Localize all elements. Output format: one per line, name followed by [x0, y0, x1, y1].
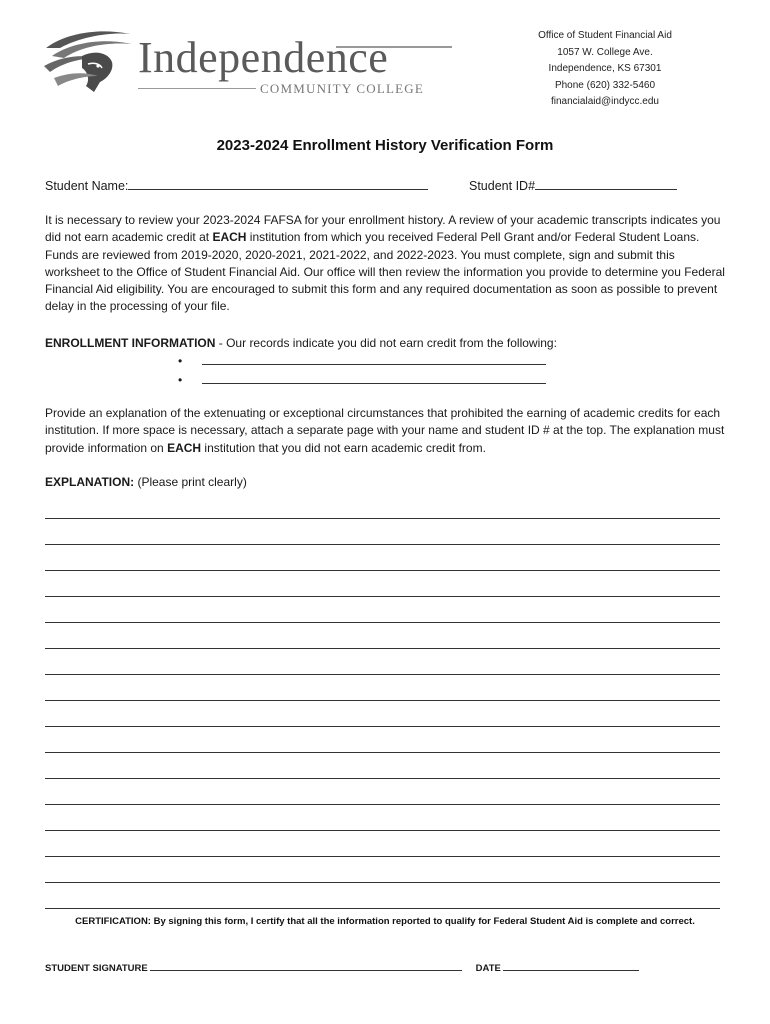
- explanation-line[interactable]: [45, 760, 720, 786]
- institution-blank[interactable]: [202, 353, 546, 365]
- office-name: Office of Student Financial Aid: [538, 30, 672, 41]
- instructions-text: Provide an explanation of the extenuating or exceptional circumstances that prohibited the earning of academic credits for each institution. If more space is necessary, attach a separate page with your name and student ID # at the top. The explanation must provide information on: [45, 406, 725, 455]
- logo-wordmark: Independence: [138, 33, 389, 82]
- explanation-line[interactable]: [45, 526, 720, 552]
- explanation-line[interactable]: [45, 890, 720, 916]
- explanation-hint: (Please print clearly): [134, 475, 247, 489]
- explanation-line[interactable]: [45, 552, 720, 578]
- bullet-icon: •: [178, 354, 183, 368]
- intro-paragraph: [45, 212, 725, 316]
- student-name-blank[interactable]: [128, 178, 428, 190]
- signature-blank[interactable]: [150, 959, 462, 971]
- explanation-label: EXPLANATION:: [45, 475, 135, 489]
- explanation-line[interactable]: [45, 578, 720, 604]
- explanation-instructions: [45, 405, 725, 457]
- date-blank[interactable]: [503, 959, 639, 971]
- intro-emphasis: EACH: [212, 230, 247, 245]
- college-logo: [42, 26, 454, 96]
- enrollment-heading: ENROLLMENT INFORMATION: [45, 336, 216, 350]
- explanation-line[interactable]: [45, 838, 720, 864]
- signature-label: STUDENT SIGNATURE: [45, 963, 148, 974]
- explanation-line[interactable]: [45, 734, 720, 760]
- student-id-label: Student ID#: [469, 179, 536, 193]
- certification-statement: CERTIFICATION: By signing this form, I certify that all the information reported to qualify for Federal Student Aid is complete and correct.: [75, 916, 695, 927]
- logo-rule: [138, 88, 256, 89]
- explanation-line[interactable]: [45, 630, 720, 656]
- intro-text: It is necessary to review your 2023-2024 FAFSA for your enrollment history. A review of your academic transcripts indicates you did not earn academic credit at: [45, 213, 721, 245]
- explanation-line[interactable]: [45, 864, 720, 890]
- list-item[interactable]: [178, 371, 546, 390]
- office-city: Independence, KS 67301: [548, 63, 662, 74]
- explanation-line[interactable]: [45, 812, 720, 838]
- enrollment-info: [45, 335, 557, 352]
- list-item[interactable]: [178, 352, 546, 371]
- explanation-heading: [45, 475, 247, 489]
- explanation-line[interactable]: [45, 500, 720, 526]
- student-id-blank[interactable]: [535, 178, 677, 190]
- explanation-line[interactable]: [45, 604, 720, 630]
- explanation-line[interactable]: [45, 708, 720, 734]
- intro-text-cont: institution from which you received Federal Pell Grant and/or Federal Student Loans. Funds are reviewed from 2019-2020, 2020-2021, 2021-2022, and 2022-2023. You must complete, sign and submit this worksheet to the Office of Student Financial Aid. Our office will then review the information you provide to determine you Federal Financial Aid eligibility. You are encouraged to submit this form and any required documentation as soon as possible to prevent delay in the processing of your file.: [45, 230, 725, 314]
- bullet-icon: •: [178, 373, 183, 387]
- instructions-emphasis: EACH: [167, 440, 202, 455]
- office-address-block: [520, 28, 690, 111]
- office-email: financialaid@indycc.edu: [551, 96, 659, 107]
- office-street: 1057 W. College Ave.: [557, 46, 653, 58]
- office-phone: Phone (620) 332-5460: [554, 79, 656, 91]
- student-name-field[interactable]: [45, 178, 428, 193]
- explanation-line[interactable]: [45, 682, 720, 708]
- student-id-field[interactable]: [469, 178, 677, 193]
- explanation-line[interactable]: [45, 786, 720, 812]
- enrollment-text: - Our records indicate you did not earn credit from the following:: [215, 336, 557, 350]
- signature-row: [45, 959, 639, 974]
- instructions-text-cont: institution that you did not earn academic credit from.: [201, 440, 486, 455]
- student-name-label: Student Name:: [45, 179, 129, 193]
- explanation-line[interactable]: [45, 656, 720, 682]
- institution-blank[interactable]: [202, 372, 546, 384]
- swoosh-face-icon: [42, 26, 137, 96]
- date-label: DATE: [475, 963, 501, 974]
- explanation-lines[interactable]: [45, 500, 720, 916]
- logo-subtitle: COMMUNITY COLLEGE: [260, 81, 424, 96]
- form-title: 2023-2024 Enrollment History Verification Form: [216, 137, 554, 154]
- institution-list: [178, 352, 546, 390]
